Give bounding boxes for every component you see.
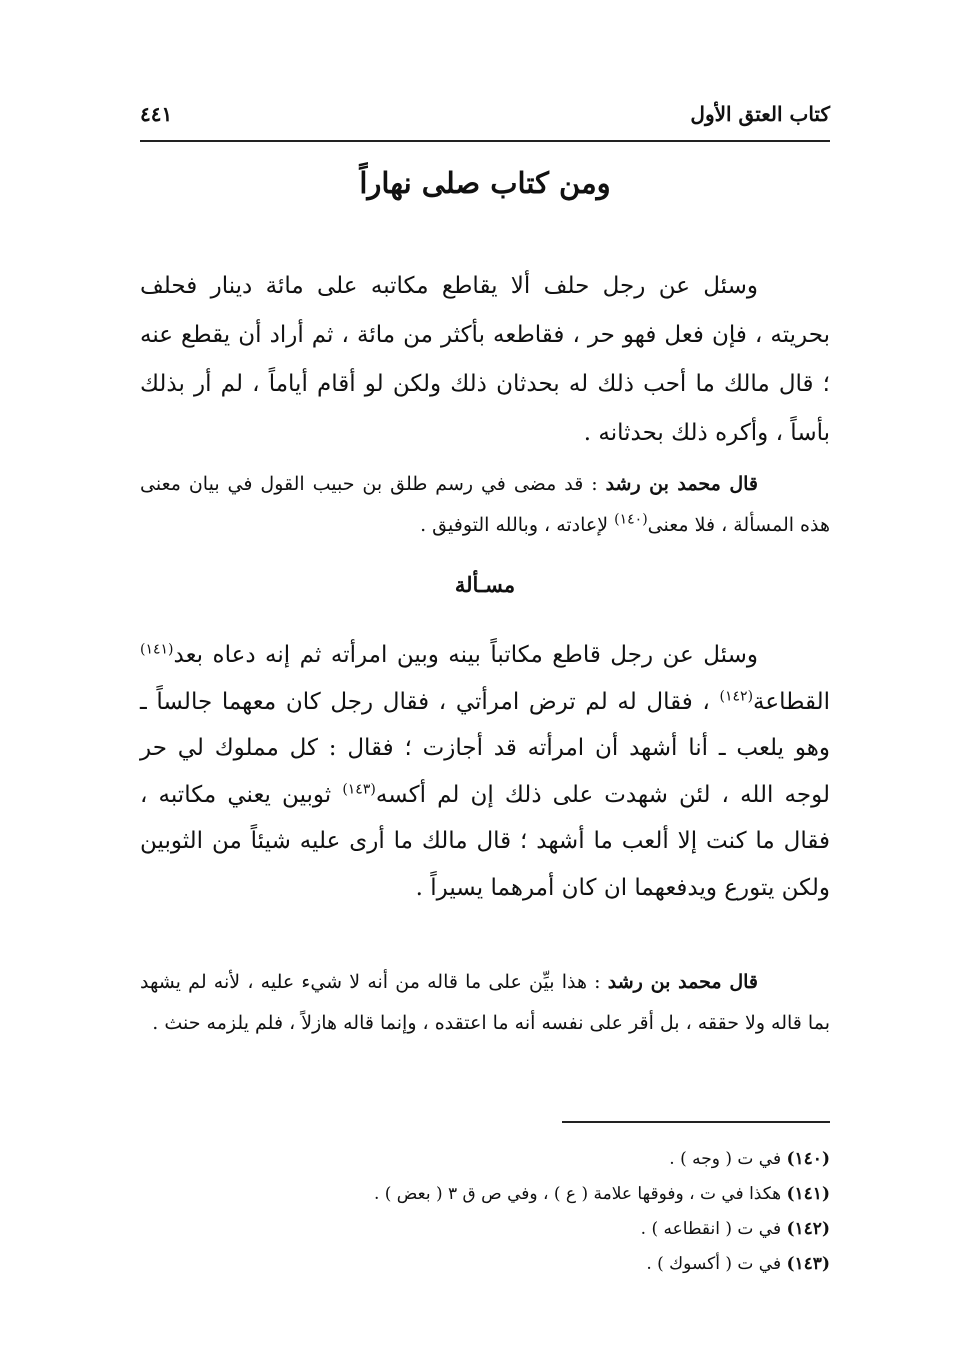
footnote-ref-141: (١٤١) bbox=[140, 641, 174, 658]
footnote-text: هكذا في ت ، وفوقها علامة ( ع ) ، وفي ص ق ٣ ( بعض ) . bbox=[373, 1184, 787, 1204]
footnote-text: في ت ( وجه ) . bbox=[669, 1149, 787, 1169]
paragraph-1 bbox=[140, 262, 830, 458]
paragraph-3 bbox=[140, 632, 830, 911]
commentary-text-before: : قد مضى في رسم طلق بن حبيب القول في بيان معنى هذه المسألة ، فلا معنى bbox=[140, 473, 830, 536]
commentary-paragraph-2 bbox=[140, 962, 830, 1044]
paragraph-3-part-1: وسئل عن رجل قاطع مكاتباً بينه وبين امرأته ثم إنه دعاه بعد bbox=[173, 642, 758, 668]
footnote-divider bbox=[562, 1121, 830, 1123]
footnote-text: في ت ( انقطاعه ) . bbox=[640, 1219, 787, 1239]
page-number: ٤٤١ bbox=[140, 102, 173, 126]
footnote-number: (١٤٣) bbox=[786, 1254, 830, 1274]
footnote-ref-142: (١٤٢) bbox=[719, 687, 754, 704]
paragraph-1-text: وسئل عن رجل حلف ألا يقاطع مكاتبه على مائة دينار فحلف بحريته ، فإن فعل فهو حر ، فقاطعه بأكثر من مائة ، ثم أراد أن يقطع عنه ؛ قال مالك ما أحب ذلك له بحدثان ذلك ولكن لو أقام أياماً ، لم أر بذلك بأساً ، وأكره ذلك بحدثانه . bbox=[140, 273, 830, 446]
footnote-item bbox=[140, 1142, 830, 1177]
footnote-text: في ت ( أكسوك ) . bbox=[646, 1254, 787, 1274]
chapter-title: ومن كتاب صلى نهاراً bbox=[359, 166, 611, 200]
footnote-item bbox=[140, 1177, 830, 1212]
book-title: كتاب العتق الأول bbox=[690, 102, 830, 126]
section-title: مسـألة bbox=[454, 572, 516, 597]
footnote-number: (١٤٠) bbox=[786, 1149, 830, 1169]
footnote-number: (١٤١) bbox=[786, 1184, 830, 1204]
commentary-text-2: : هذا بيِّن على ما قاله من أنه لا شيء عليه ، لأنه لم يشهد بما قاله ولا حققه ، بل أقر على نفسه أنه ما اعتقده ، وإنما قاله هازلاً ، فلم يلزمه حنث . bbox=[140, 971, 830, 1034]
running-header bbox=[140, 96, 830, 142]
footnotes-list bbox=[140, 1142, 830, 1282]
commentary-paragraph-1 bbox=[140, 464, 830, 546]
paragraph-3-part-2: القطاعة bbox=[753, 688, 830, 715]
footnote-item bbox=[140, 1247, 830, 1282]
commentary-text-after: لإعادته ، وبالله التوفيق . bbox=[420, 514, 615, 536]
paragraph-3-part-3: ، فقال له لم ترض امرأتي ، فقال رجل كان معهما جالساً ـ وهو يلعب ـ أنا أشهد أن امرأته قد أجازت ؛ فقال : كل مملوك لي حر لوجه الله ، لئن شهدت على ذلك إن لم أكسه bbox=[140, 688, 831, 808]
footnote-item bbox=[140, 1212, 830, 1247]
commentary-speaker: قال محمد بن رشد bbox=[605, 473, 758, 495]
paragraph-3-part-4: ثوبين يعني مكاتبه ، فقال ما كنت إلا ألعب ما أشهد ؛ قال مالك ما أرى عليه شيئاً من الثوبين ولكن يتورع ويدفعهما ان كان أمرهما يسيراً . bbox=[140, 781, 830, 901]
footnote-ref-140: (١٤٠) bbox=[614, 511, 648, 528]
footnote-number: (١٤٢) bbox=[786, 1219, 830, 1239]
commentary-speaker-2: قال محمد بن رشد bbox=[607, 971, 758, 993]
footnote-ref-143: (١٤٣) bbox=[342, 780, 376, 797]
